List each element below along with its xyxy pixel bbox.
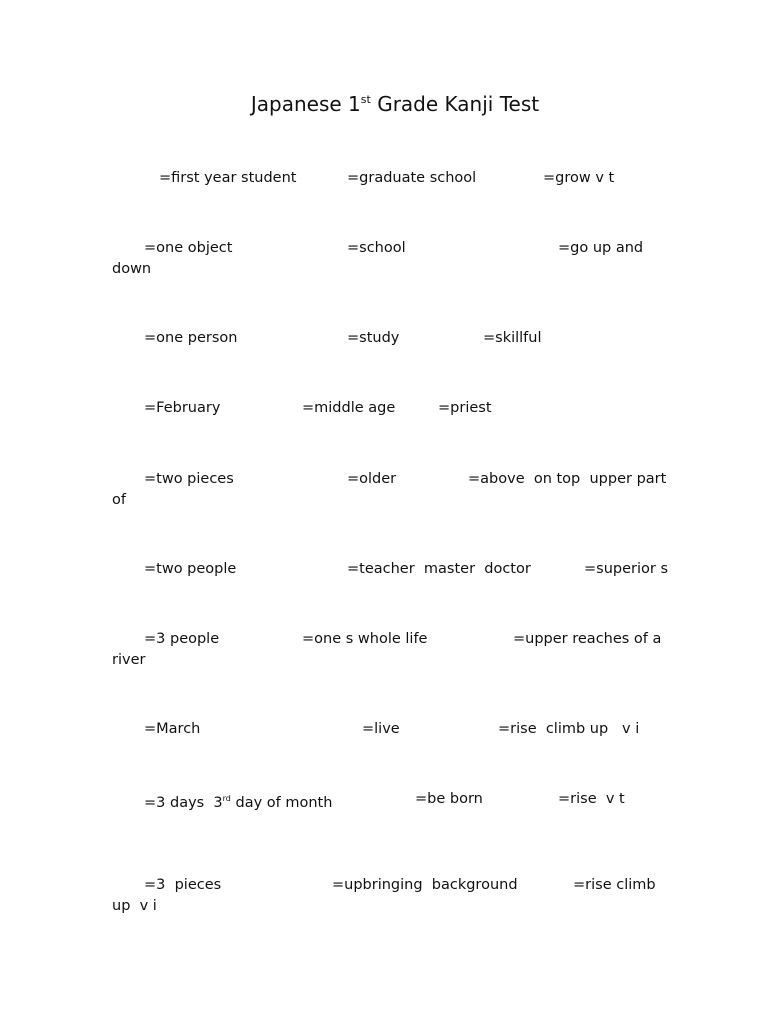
vocab-entry: =two people [144,561,237,577]
vocab-entry: =skillful [483,330,542,346]
vocab-entry: =rise v t [558,791,625,807]
vocab-entry: =be born [415,791,483,807]
vocab-entry: =live [362,721,400,737]
vocab-entry: =one s whole life [302,631,428,647]
vocab-entry: =3 people [144,631,220,647]
vocab-entry: =school [347,240,406,256]
vocab-entry: =3 days 3rd day of month [144,794,333,811]
vocab-entry: =superior s [584,561,669,577]
vocab-entry: =two pieces [144,471,234,487]
vocab-entry-wrap: of [112,492,126,508]
vocab-entry-wrap: up v i [112,898,157,914]
vocab-entry: =March [144,721,201,737]
vocab-entry-wrap: river [112,652,146,668]
vocab-entry: =grow v t [543,170,615,186]
vocab-entry: =one object [144,240,233,256]
vocab-entry: =priest [438,400,492,416]
vocab-entry: =older [347,471,397,487]
vocab-entry: =rise climb [573,877,656,893]
vocab-entry: =middle age [302,400,396,416]
vocab-entry: =study [347,330,400,346]
page-title: Japanese 1st Grade Kanji Test [250,92,540,116]
vocab-entry: =go up and [558,240,644,256]
vocab-entry: =upbringing background [332,877,518,893]
vocab-entry: =3 pieces [144,877,222,893]
vocab-entry: =graduate school [347,170,477,186]
vocab-entry: =teacher master doctor [347,561,531,577]
vocab-entry-wrap: down [112,261,152,277]
vocab-entry: =first year student [159,170,297,186]
vocab-entry: =above on top upper part [468,471,667,487]
vocab-entry: =February [144,400,221,416]
vocab-entry: =rise climb up v i [498,721,640,737]
vocab-entry: =upper reaches of a [513,631,662,647]
vocab-entry: =one person [144,330,238,346]
